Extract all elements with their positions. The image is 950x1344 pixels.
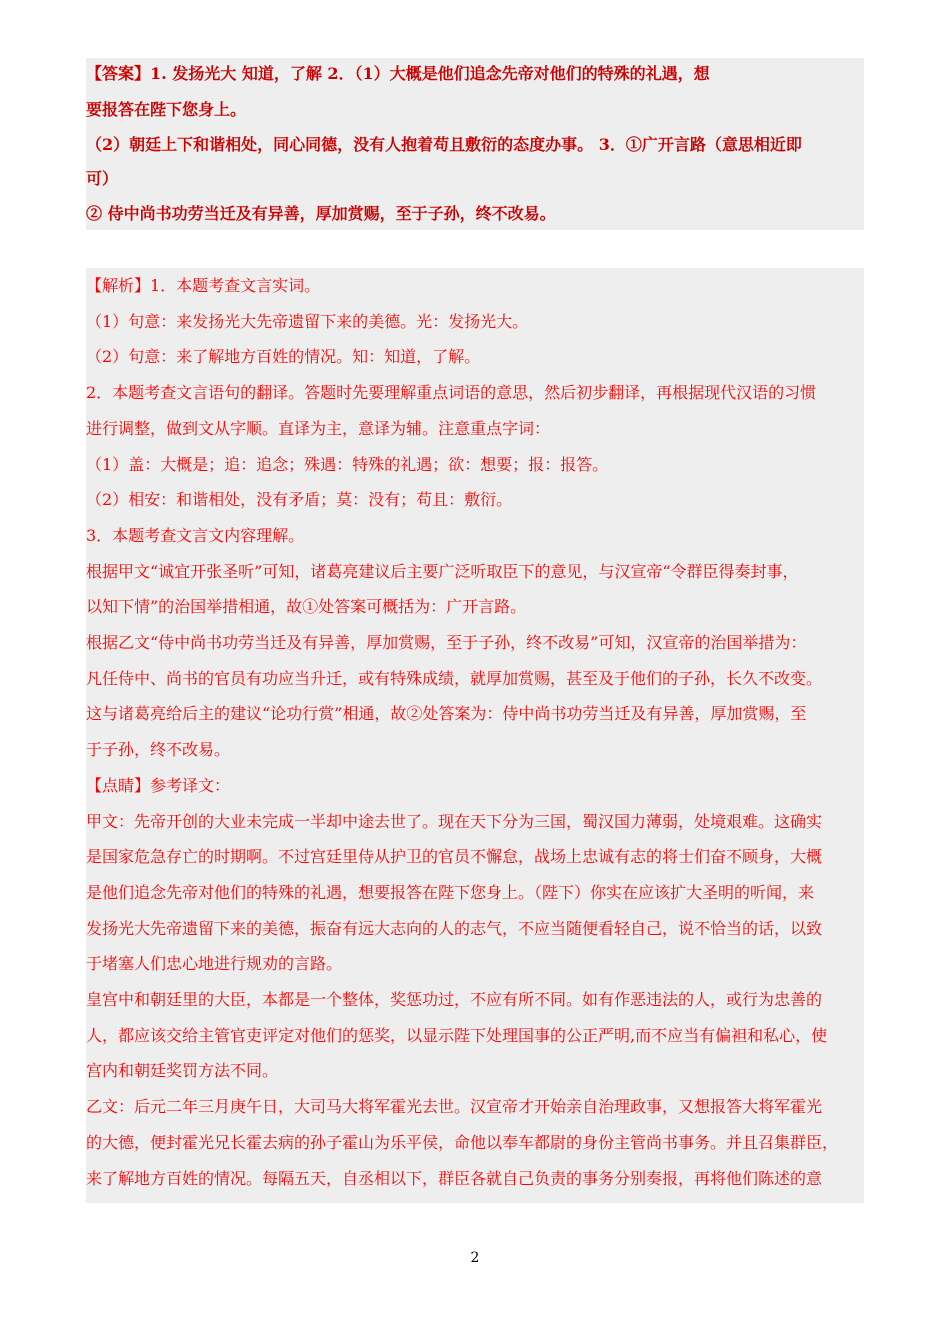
analysis-line: 进行调整，做到文从字顺。直译为主，意译为辅。注意重点字词： — [86, 419, 551, 438]
analysis-line: 这与诸葛亮给后主的建议“论功行赏”相通，故②处答案为：侍中尚书功劳当迁及有异善，厚加赏赐，至 — [86, 704, 807, 723]
answer-line: 要报答在陛下您身上。 — [86, 100, 247, 119]
analysis-line: （1）句意：来发扬光大先帝遗留下来的美德。光：发扬光大。 — [86, 312, 529, 331]
answer-line: 【答案】1. 发扬光大 知道，了解 2．（1）大概是他们追念先帝对他们的特殊的礼遇，想 — [86, 64, 710, 83]
analysis-line: 是国家危急存亡的时期啊。不过宫廷里侍从护卫的官员不懈怠，战场上忠诚有志的将士们奋不顾身，大概 — [86, 847, 823, 866]
analysis-line: 【解析】1．本题考查文言实词。 — [86, 276, 321, 295]
analysis-line: 发扬光大先帝遗留下来的美德，振奋有远大志向的人的志气，不应当随便看轻自己，说不恰当的话，以致 — [86, 919, 823, 938]
answer-line: （2）朝廷上下和谐相处，同心同德，没有人抱着苟且敷衍的态度办事。 3．①广开言路（意思相近即 — [86, 135, 802, 154]
analysis-line: 于子孙，终不改易。 — [86, 740, 231, 759]
analysis-line: 根据甲文“诚宜开张圣听”可知，诸葛亮建议后主要广泛听取臣下的意见，与汉宣帝“令群臣得奏封事， — [86, 562, 799, 581]
analysis-line: （2）相安：和谐相处，没有矛盾；莫：没有；苟且：敷衍。 — [86, 490, 513, 509]
page-number: 2 — [470, 1250, 480, 1266]
analysis-line: 宫内和朝廷奖罚方法不同。 — [86, 1061, 279, 1080]
analysis-line: 是他们追念先帝对他们的特殊的礼遇，想要报答在陛下您身上。（陛下）你实在应该扩大圣明的听闻，来 — [86, 883, 815, 902]
analysis-line: 于堵塞人们忠心地进行规劝的言路。 — [86, 954, 343, 973]
answer-block — [86, 58, 864, 230]
analysis-line: 的大德，便封霍光兄长霍去病的孙子霍山为乐平侯，命他以奉车都尉的身份主管尚书事务。并且召集群臣， — [86, 1133, 839, 1152]
analysis-line: （1）盖：大概是；追：追念；殊遇：特殊的礼遇；欲：想要；报：报答。 — [86, 455, 609, 474]
analysis-line: （2）句意：来了解地方百姓的情况。知：知道，了解。 — [86, 347, 481, 366]
analysis-line: 皇宫中和朝廷里的大臣，本都是一个整体，奖惩功过，不应有所不同。如有作恶违法的人，或行为忠善的 — [86, 990, 823, 1009]
analysis-line: 甲文：先帝开创的大业未完成一半却中途去世了。现在天下分为三国，蜀汉国力薄弱，处境艰难。这确实 — [86, 812, 823, 831]
analysis-line: 根据乙文“侍中尚书功劳当迁及有异善，厚加赏赐，至于子孙，终不改易”可知，汉宣帝的治国举措为： — [86, 633, 807, 652]
analysis-line: 【点睛】参考译文： — [86, 776, 231, 795]
analysis-line: 以知下情”的治国举措相通，故①处答案可概括为：广开言路。 — [86, 597, 527, 616]
analysis-line: 人，都应该交给主管官吏评定对他们的惩奖，以显示陛下处理国事的公正严明,而不应当有偏袒和私心，使 — [86, 1026, 828, 1045]
analysis-block — [86, 268, 864, 1203]
analysis-line: 乙文：后元二年三月庚午日，大司马大将军霍光去世。汉宣帝才开始亲自治理政事，又想报答大将军霍光 — [86, 1097, 823, 1116]
analysis-line: 2．本题考查文言语句的翻译。答题时先要理解重点词语的意思，然后初步翻译，再根据现代汉语的习惯 — [86, 383, 817, 402]
analysis-line: 凡任侍中、尚书的官员有功应当升迁，或有特殊成绩，就厚加赏赐，甚至及于他们的子孙，长久不改变。 — [86, 669, 823, 688]
analysis-line: 3．本题考查文言文内容理解。 — [86, 526, 305, 545]
analysis-line: 来了解地方百姓的情况。每隔五天，自丞相以下，群臣各就自己负责的事务分别奏报，再将他们陈述的意 — [86, 1169, 823, 1188]
answer-line: ② 侍中尚书功劳当迁及有异善，厚加赏赐，至于子孙，终不改易。 — [86, 204, 556, 223]
answer-line: 可） — [86, 169, 119, 188]
